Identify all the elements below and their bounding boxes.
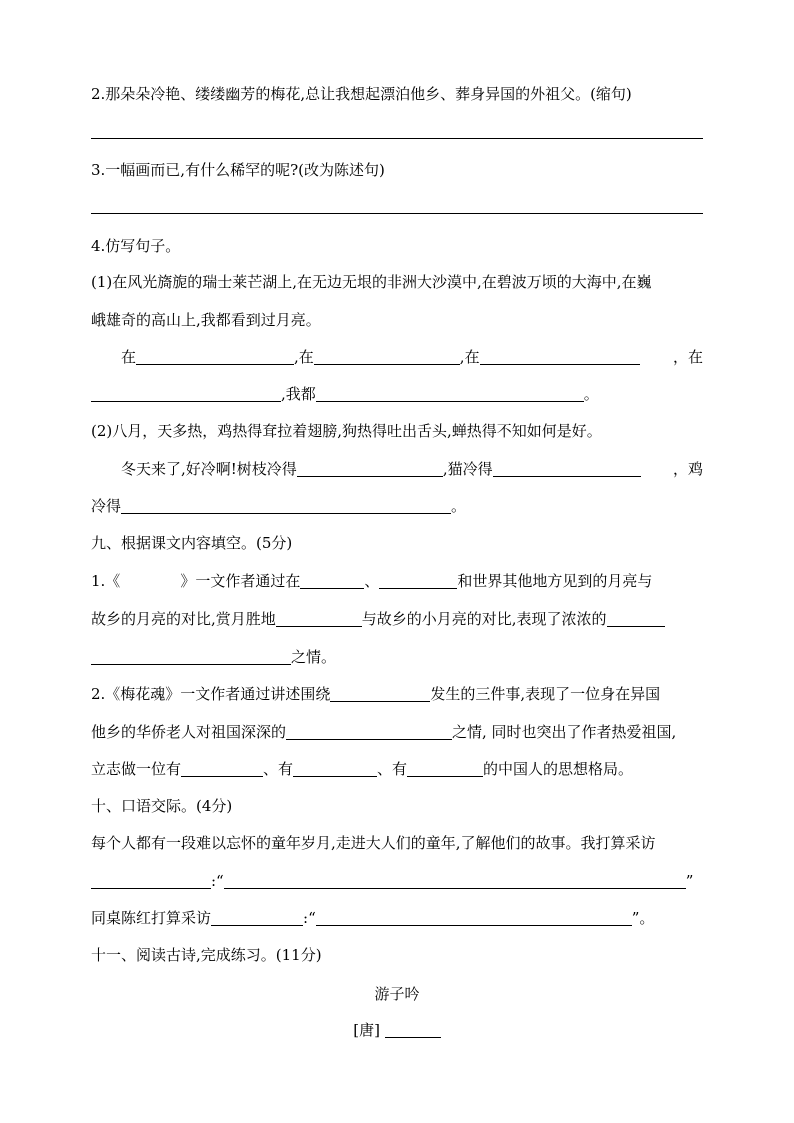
- s9-text: 立志做一位有: [91, 760, 182, 778]
- question-2: 2.那朵朵冷艳、缕缕幽芳的梅花,总让我想起漂泊他乡、葬身异国的外祖父。(缩句): [91, 85, 632, 103]
- fill-blank[interactable]: [181, 760, 263, 777]
- s10-classmate-line: [91, 908, 703, 928]
- fill-blank[interactable]: [330, 685, 430, 702]
- s9-q2-line2: [91, 722, 703, 742]
- fill-blank[interactable]: [121, 497, 451, 514]
- s9-q1-line3: [91, 647, 703, 667]
- q4-fill-text: ，在: [672, 348, 703, 366]
- s10-text: :“: [211, 872, 224, 890]
- s9-text: 故乡的月亮的对比,赏月胜地: [91, 610, 276, 628]
- s9-text: 与故乡的小月亮的对比,表现了浓浓的: [361, 610, 607, 628]
- fill-blank[interactable]: [224, 872, 686, 889]
- q4-fill-text: ,在: [294, 348, 314, 366]
- s9-text: 1.《: [91, 572, 121, 590]
- fill-blank[interactable]: [297, 460, 443, 477]
- fill-blank[interactable]: [91, 385, 281, 402]
- q4-fill-text: 在: [121, 348, 137, 366]
- s9-q2-line1: [91, 684, 703, 704]
- fill-blank[interactable]: [286, 723, 452, 740]
- s9-q1-line1: [91, 571, 703, 591]
- s10-interview-line: [91, 871, 703, 891]
- fill-blank[interactable]: [91, 872, 211, 889]
- s10-text: ”。: [631, 909, 655, 927]
- q4-fill-row-1: [91, 347, 703, 367]
- s10-prompt: 每个人都有一段难以忘怀的童年岁月,走进大人们的童年,了解他们的故事。我打算采访: [91, 834, 656, 852]
- section-9-title: 九、根据课文内容填空。(5分): [91, 534, 293, 552]
- fill-blank[interactable]: [493, 460, 641, 477]
- s10-text: :“: [303, 909, 316, 927]
- q4-fill-text: 。: [451, 497, 467, 515]
- s9-text: 之情。: [291, 648, 337, 666]
- s9-text: 、有: [377, 760, 408, 778]
- s10-text: 同桌陈红打算采访: [91, 909, 212, 927]
- q4-fill-text: ,我都: [281, 385, 316, 403]
- fill-blank[interactable]: [480, 348, 640, 365]
- answer-line-q2[interactable]: [91, 138, 703, 139]
- fill-blank[interactable]: [276, 610, 362, 627]
- fill-blank[interactable]: [314, 348, 460, 365]
- fill-blank[interactable]: [293, 760, 377, 777]
- q4-part1-line1: (1)在风光旖旎的瑞士莱芒湖上,在无边无垠的非洲大沙漠中,在碧波万顷的大海中,在巍: [91, 273, 652, 291]
- fill-blank[interactable]: [211, 909, 303, 926]
- fill-blank[interactable]: [316, 385, 584, 402]
- q4-fill-row-4: [91, 496, 703, 516]
- question-4-title: 4.仿写句子。: [91, 237, 181, 255]
- s9-text: 、: [364, 572, 380, 590]
- answer-line-q3[interactable]: [91, 213, 703, 214]
- q4-fill-text: 。: [583, 385, 599, 403]
- fill-blank[interactable]: [379, 572, 457, 589]
- q4-fill-row-2: [91, 384, 703, 404]
- q4-part1-line2: 峨雄奇的高山上,我都看到过月亮。: [91, 311, 321, 329]
- s9-text: 他乡的华侨老人对祖国深深的: [91, 723, 287, 741]
- q4-fill-text: ,猫冷得: [442, 460, 493, 478]
- section-10-title: 十、口语交际。(4分): [91, 797, 233, 815]
- s9-text: 和世界其他地方见到的月亮与: [457, 572, 653, 590]
- fill-blank[interactable]: [607, 610, 665, 627]
- fill-blank[interactable]: [300, 572, 364, 589]
- q4-fill-text: ，鸡: [672, 460, 703, 478]
- poem-author-line: [91, 1020, 703, 1040]
- s9-q2-line3: [91, 759, 703, 779]
- section-11-title: 十一、阅读古诗,完成练习。(11分): [91, 946, 322, 964]
- fill-blank[interactable]: [91, 648, 291, 665]
- fill-blank[interactable]: [316, 909, 632, 926]
- q4-part2-line: (2)八月，天多热，鸡热得耷拉着翅膀,狗热得吐出舌头,蝉热得不知如何是好。: [91, 422, 602, 440]
- s9-text: 、有: [263, 760, 294, 778]
- q4-fill-text: 冬天来了,好冷啊!树枝冷得: [121, 460, 297, 478]
- s9-text: 2.《梅花魂》一文作者通过讲述围绕: [91, 685, 331, 703]
- s9-text: 》一文作者通过在: [180, 572, 301, 590]
- s9-text: 发生的三件事,表现了一位身在异国: [430, 685, 661, 703]
- s9-text: 之情, 同时也突出了作者热爱祖国,: [452, 723, 677, 741]
- fill-blank[interactable]: [407, 760, 483, 777]
- s9-q1-line2: [91, 609, 703, 629]
- s10-text: ”: [685, 872, 694, 890]
- poem-dynasty: [唐]: [353, 1021, 380, 1039]
- q4-fill-text: ,在: [459, 348, 480, 366]
- question-3: 3.一幅画而已,有什么稀罕的呢?(改为陈述句): [91, 161, 385, 179]
- s9-text: 的中国人的思想格局。: [483, 760, 634, 778]
- q4-fill-text: 冷得: [91, 497, 122, 515]
- author-blank[interactable]: [385, 1021, 441, 1038]
- worksheet-page: [91, 0, 703, 1123]
- fill-blank[interactable]: [136, 348, 294, 365]
- poem-title: 游子吟: [374, 985, 420, 1003]
- q4-fill-row-3: [91, 459, 703, 479]
